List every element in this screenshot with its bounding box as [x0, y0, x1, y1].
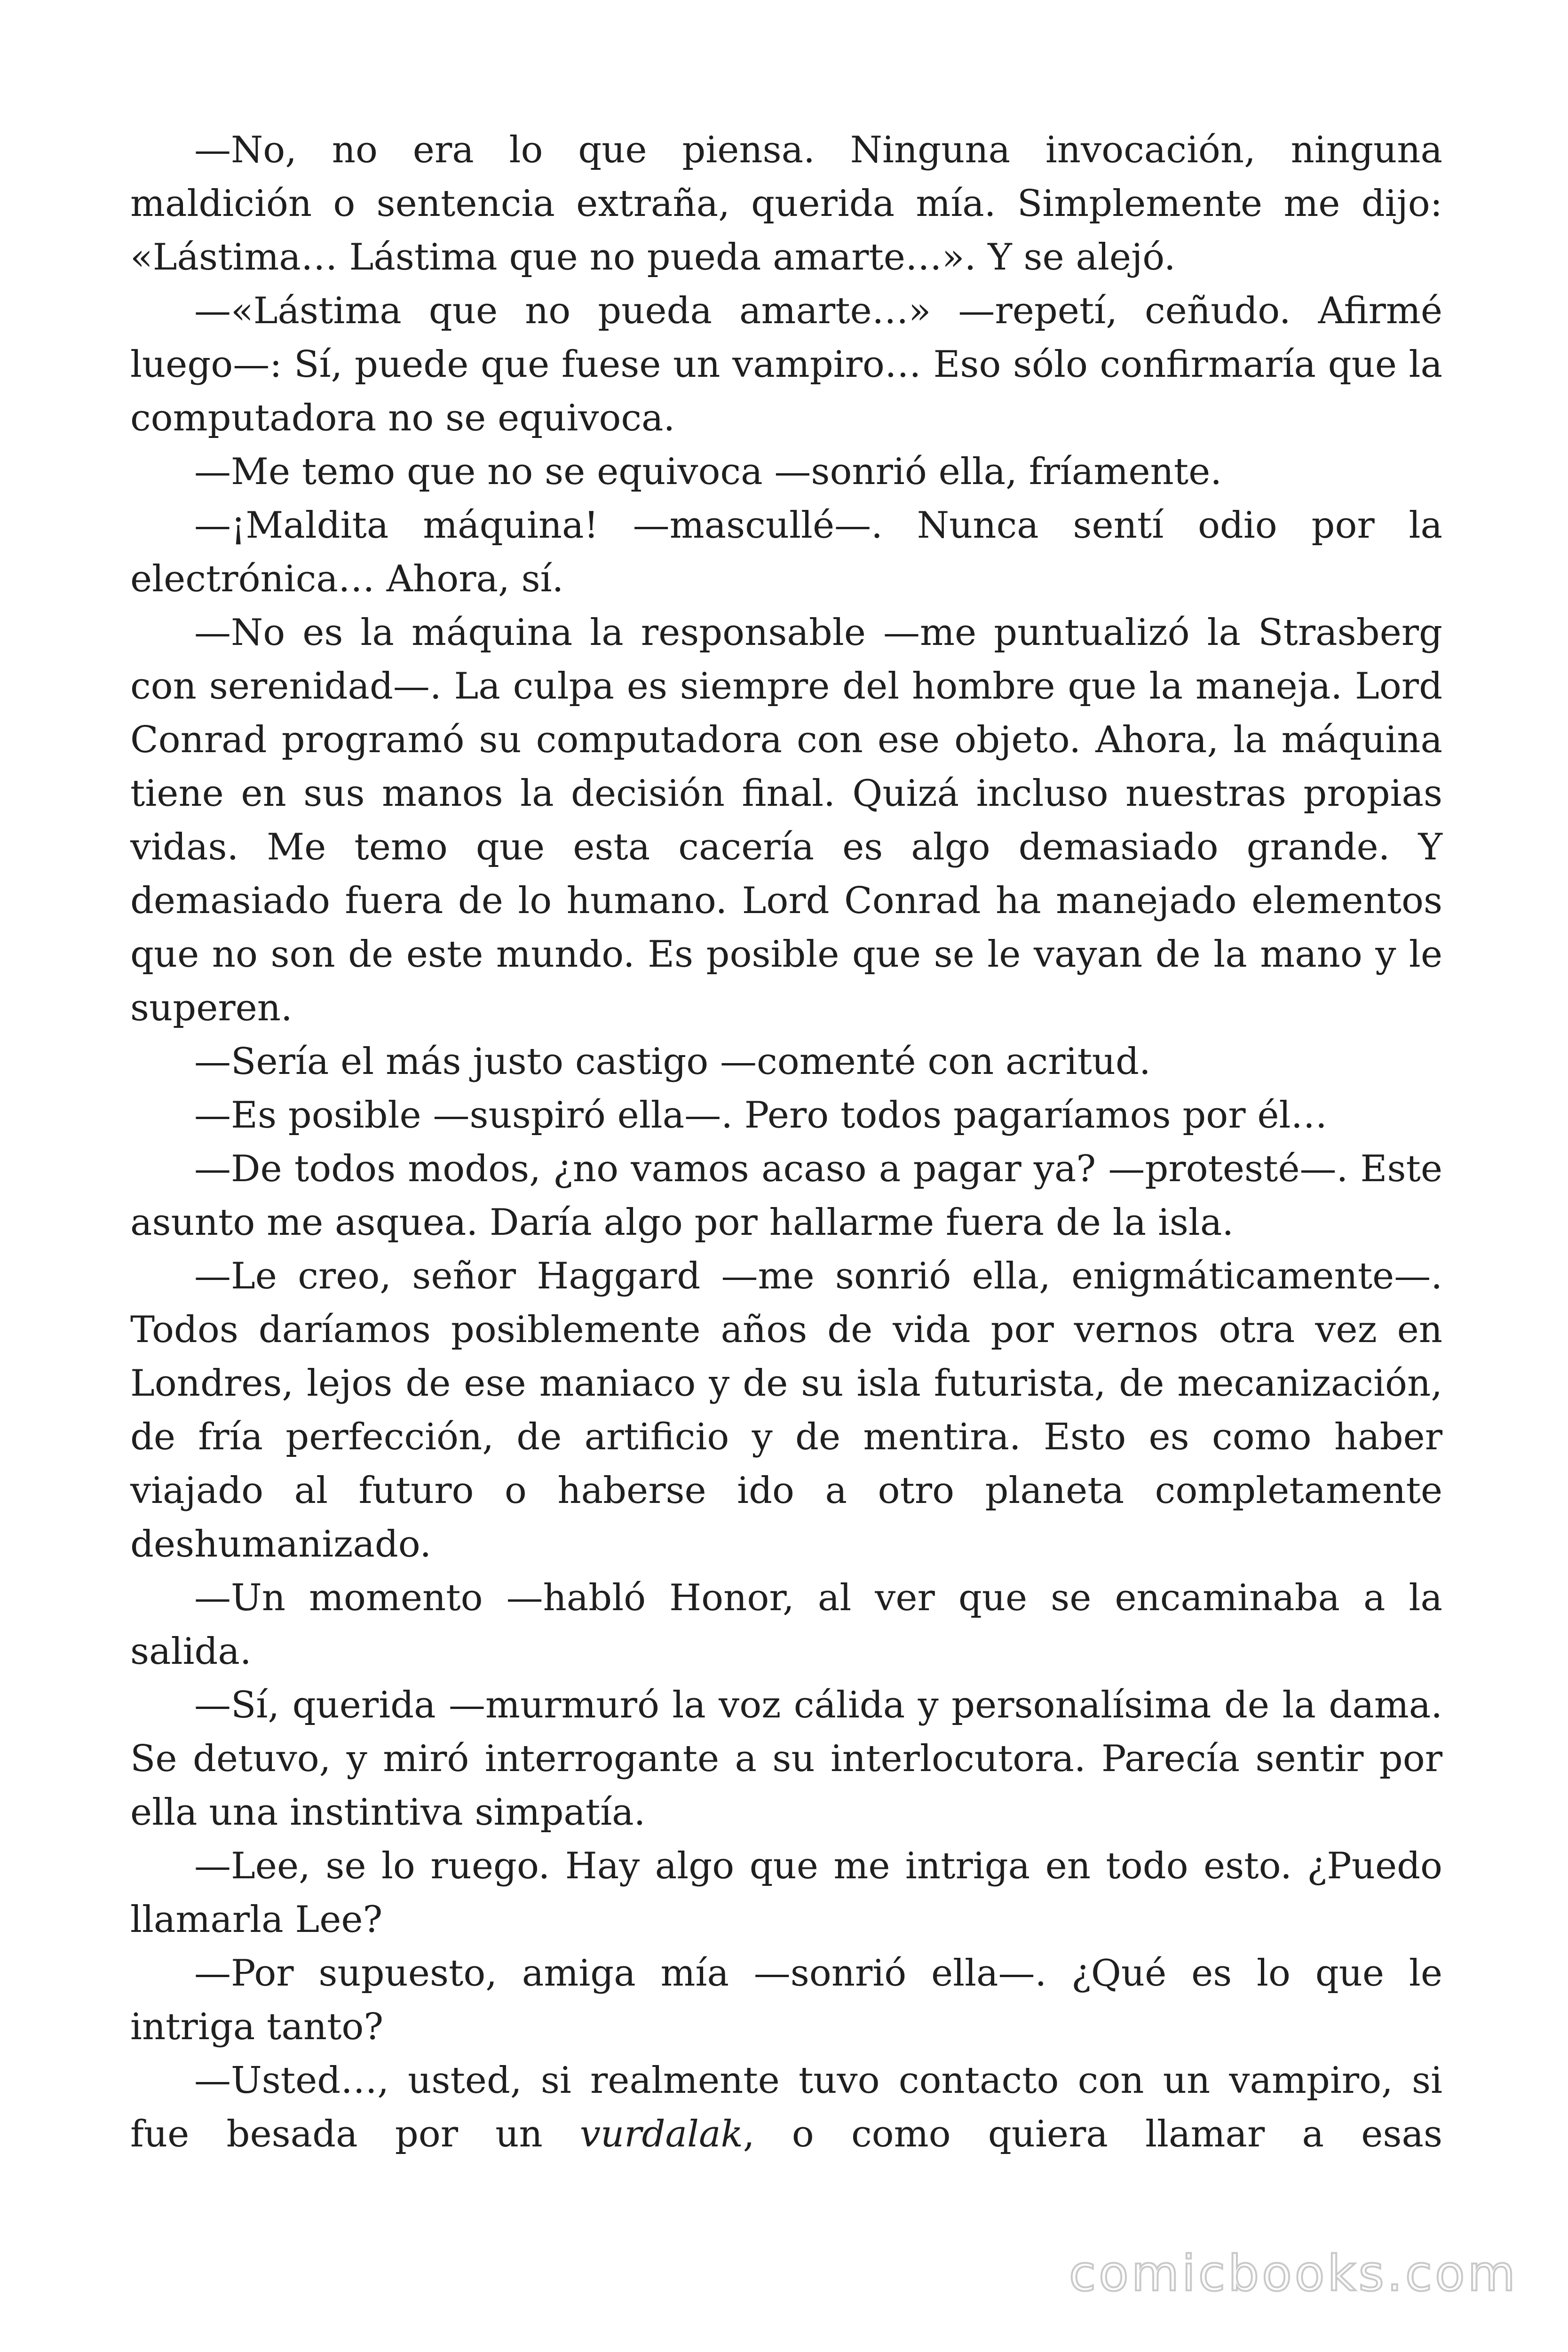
italic-word: vurdalak — [579, 2113, 743, 2155]
paragraph: —Sí, querida —murmuró la voz cálida y personalísima de la dama. Se detuvo, y miró interrogante a su interlocutora. Parecía sentir por ella una instintiva simpatía. — [130, 1684, 1442, 1834]
paragraph: —Me temo que no se equivoca —sonrió ella, fríamente. — [194, 451, 1222, 493]
paragraph-text: —Usted…, usted, si realmente tuvo contacto con un vampiro, si fue besada por un — [130, 2059, 1442, 2155]
paragraph: —Lee, se lo ruego. Hay algo que me intriga en todo esto. ¿Puedo llamarla Lee? — [130, 1845, 1442, 1941]
paragraph: —«Lástima que no pueda amarte…» —repetí, ceñudo. Afirmé luego—: Sí, puede que fuese un vampiro… Eso sólo confirmaría que la computadora no se equivoca. — [130, 290, 1442, 439]
paragraph: —Por supuesto, amiga mía —sonrió ella—. ¿Qué es lo que le intriga tanto? — [130, 1952, 1442, 2048]
paragraph: —No, no era lo que piensa. Ninguna invocación, ninguna maldición o sentencia extraña, querida mía. Simplemente me dijo: «Lástima… Lástima que no pueda amarte…». Y se alejó. — [130, 129, 1442, 278]
paragraph-text: , o como quiera llamar a esas — [743, 2113, 1442, 2155]
paragraph: —Es posible —suspiró ella—. Pero todos pagaríamos por él… — [194, 1094, 1328, 1136]
paragraph: —No es la máquina la responsable —me puntualizó la Strasberg con serenidad—. La culpa es siempre del hombre que la maneja. Lord Conrad programó su computadora con ese objeto. Ahora, la máquina tiene en sus manos la decisión final. Quizá incluso nuestras propias vidas. Me temo que esta cacería es algo demasiado grande. Y demasiado fuera de lo humano. Lord Conrad ha manejado elementos que no son de este mundo. Es posible que se le vayan de la mano y le superen. — [130, 612, 1442, 1029]
watermark: comicbooks.com — [1069, 2245, 1518, 2302]
paragraph: —Le creo, señor Haggard —me sonrió ella, enigmáticamente—. Todos daríamos posiblemente años de vida por vernos otra vez en Londres, lejos de ese maniaco y de su isla futurista, de mecanización, de fría perfección, de artificio y de mentira. Esto es como haber viajado al futuro o haberse ido a otro planeta completamente deshumanizado. — [130, 1255, 1442, 1565]
paragraph: —De todos modos, ¿no vamos acaso a pagar ya? —protesté—. Este asunto me asquea. Daría algo por hallarme fuera de la isla. — [130, 1148, 1442, 1244]
paragraph: —Sería el más justo castigo —comenté con acritud. — [194, 1041, 1151, 1083]
paragraph: —Un momento —habló Honor, al ver que se encaminaba a la salida. — [130, 1577, 1442, 1673]
paragraph-continued — [130, 2054, 1442, 2161]
paragraph: —¡Maldita máquina! —mascullé—. Nunca sentí odio por la electrónica… Ahora, sí. — [130, 504, 1442, 600]
book-page — [130, 123, 1442, 2161]
